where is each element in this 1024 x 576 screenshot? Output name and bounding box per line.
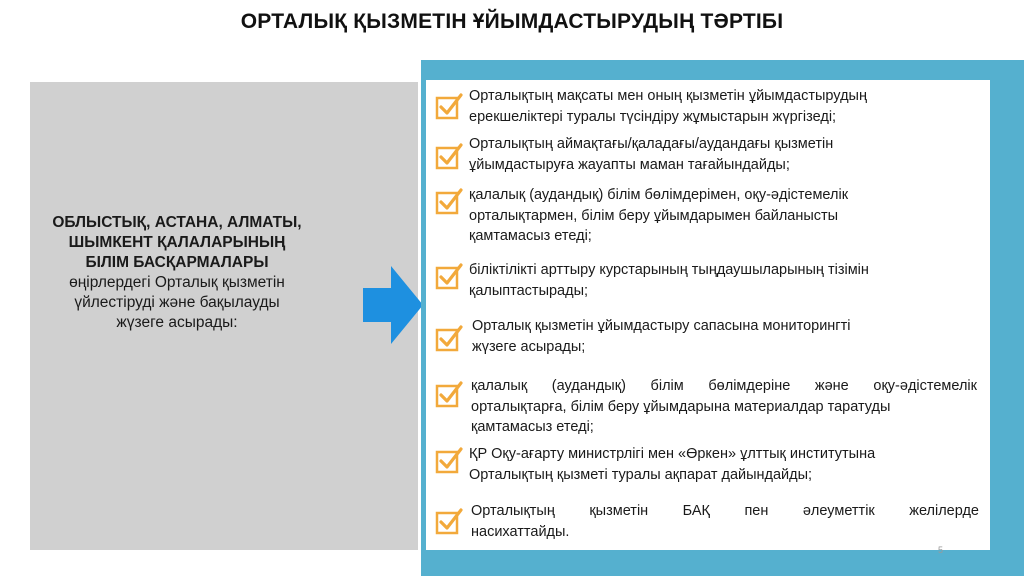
list-item-7 bbox=[435, 444, 980, 504]
list-item-text bbox=[471, 501, 979, 542]
left-panel-text bbox=[42, 213, 312, 333]
line: ҚР Оқу-ағарту министрлігі мен «Өркен» ұлттық институтына bbox=[469, 446, 876, 462]
line: орталықтармен, білім беру ұйымдарымен байланысты bbox=[469, 207, 839, 224]
list-item-text bbox=[469, 444, 979, 485]
list-item-6 bbox=[435, 376, 980, 436]
list-item-text bbox=[469, 260, 979, 301]
line: біліктілікті арттыру курстарының тыңдаушыларының тізімін bbox=[469, 262, 869, 278]
line: ерекшеліктері туралы түсіндіру жұмыстарын жүргізеді; bbox=[469, 108, 837, 125]
line: қамтамасыз етеді; bbox=[471, 419, 594, 435]
line: Орталықтың қызметін БАҚ пен әлеуметтік желілерде bbox=[471, 503, 979, 519]
checkbox-checked-icon bbox=[435, 380, 463, 408]
line: қалыптастырады; bbox=[469, 282, 589, 299]
list-item-text bbox=[469, 134, 979, 175]
line: Орталық қызметін ұйымдастыру сапасына мониторингті bbox=[472, 318, 851, 334]
left-normal-line-1: өңірлердегі Орталық қызметін bbox=[69, 274, 285, 291]
list-item-text bbox=[471, 376, 977, 438]
list-item-text bbox=[472, 316, 982, 357]
line: Орталықтың мақсаты мен оның қызметін ұйымдастырудың bbox=[469, 88, 867, 104]
left-bold-line-2: ШЫМКЕНТ ҚАЛАЛАРЫНЫҢ bbox=[68, 234, 286, 251]
left-normal-line-3: жүзеге асырады: bbox=[116, 314, 238, 331]
line: Орталықтың қызметі туралы ақпарат дайындайды; bbox=[469, 466, 813, 483]
checkbox-checked-icon bbox=[435, 92, 463, 120]
line: ұйымдастыруға жауапты маман тағайындайды; bbox=[469, 156, 790, 173]
list-item-5 bbox=[435, 316, 980, 376]
list-item-8 bbox=[435, 501, 980, 561]
list-item-text bbox=[469, 86, 979, 127]
checkbox-checked-icon bbox=[435, 507, 463, 535]
line: жүзеге асырады; bbox=[472, 338, 586, 355]
line: қалалық (аудандық) білім бөлімдерімен, оқу-әдістемелік bbox=[469, 187, 849, 203]
line: Орталықтың аймақтағы/қаладағы/аудандағы қызметін bbox=[469, 136, 834, 152]
slide-title: ОРТАЛЫҚ ҚЫЗМЕТІН ҰЙЫМДАСТЫРУДЫҢ ТӘРТІБІ bbox=[240, 10, 784, 33]
line: орталықтарға, білім беру ұйымдарына материалдар таратуды bbox=[471, 398, 891, 415]
checkbox-checked-icon bbox=[435, 187, 463, 215]
left-bold-line-1: ОБЛЫСТЫҚ, АСТАНА, АЛМАТЫ, bbox=[52, 214, 302, 231]
left-normal-line-2: үйлестіруді және бақылауды bbox=[74, 294, 280, 311]
list-item-text bbox=[469, 185, 979, 247]
checkbox-checked-icon bbox=[435, 262, 463, 290]
line: насихаттайды. bbox=[471, 523, 570, 540]
list-item-3 bbox=[435, 185, 980, 245]
page-number: 5 bbox=[938, 545, 944, 555]
line: қалалық (аудандық) білім бөлімдеріне және оқу-әдістемелік bbox=[471, 378, 977, 394]
line: қамтамасыз етеді; bbox=[469, 228, 592, 244]
checkbox-checked-icon bbox=[435, 446, 463, 474]
checkbox-checked-icon bbox=[435, 324, 463, 352]
list-item-4 bbox=[435, 260, 980, 320]
checkbox-checked-icon bbox=[435, 142, 463, 170]
arrow-right-icon bbox=[363, 266, 423, 344]
left-bold-line-3: БІЛІМ БАСҚАРМАЛАРЫ bbox=[85, 254, 269, 271]
